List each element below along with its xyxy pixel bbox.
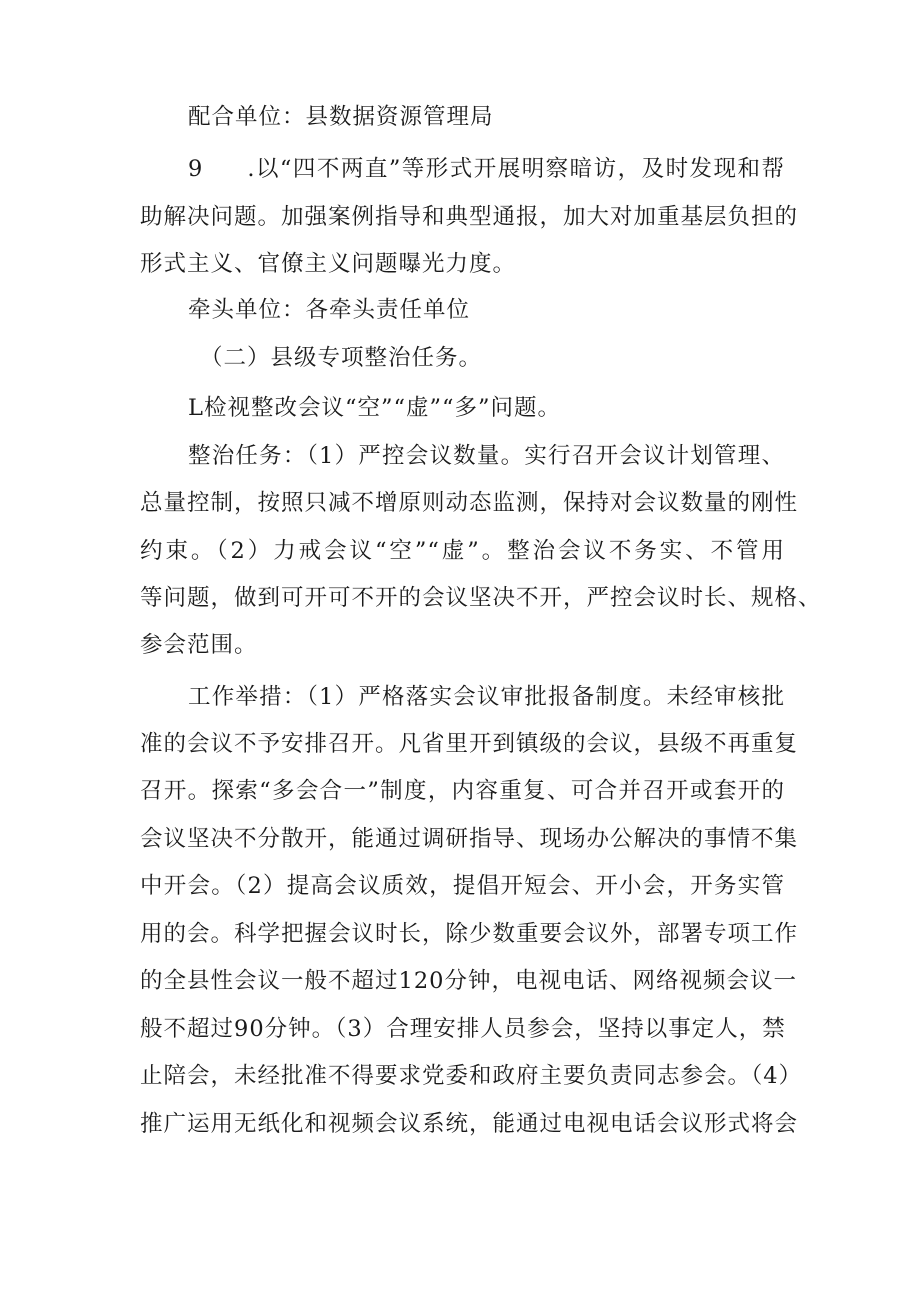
paragraph-line <box>188 153 785 185</box>
paragraph-line: 中开会。（2）提高会议质效，提倡开短会、开小会，开务实管 <box>140 873 785 899</box>
item-number: 9 <box>188 156 204 182</box>
paragraph-line: 般不超过90分钟。（3）合理安排人员参会，坚持以事定人，禁 <box>140 1016 786 1042</box>
paragraph-line: 助解决问题。加强案例指导和典型通报，加大对加重基层负担的 <box>140 204 799 230</box>
paragraph-line: 整治任务：（1）严控会议数量。实行召开会议计划管理、 <box>188 443 785 469</box>
paragraph-line: 参会范围。 <box>140 632 258 658</box>
item-text: .以“四不两直”等形式开展明察暗访，及时发现和帮 <box>247 156 785 182</box>
paragraph-line: 配合单位：县数据资源管理局 <box>188 104 494 130</box>
paragraph-line: 形式主义、官僚主义问题曝光力度。 <box>140 251 517 277</box>
paragraph-line: L检视整改会议“空”“虚”“多”问题。 <box>188 395 561 421</box>
paragraph-line: 总量控制，按照只减不增原则动态监测，保持对会议数量的刚性 <box>140 490 799 516</box>
paragraph-line: 的全县性会议一般不超过120分钟，电视电话、网络视频会议一 <box>140 968 797 994</box>
paragraph-line: 召开。探索“多会合一”制度，内容重复、可合并召开或套开的 <box>140 778 785 804</box>
paragraph-line: 会议坚决不分散开，能通过调研指导、现场办公解决的事情不集 <box>140 826 799 852</box>
paragraph-line: 等问题，做到可开可不开的会议坚决不开，严控会议时长、规格、 <box>140 585 822 611</box>
paragraph-line: 止陪会，未经批准不得要求党委和政府主要负责同志参会。（4） <box>140 1063 803 1089</box>
paragraph-line: 约束。（2）力戒会议“空”“虚”。整治会议不务实、不管用 <box>140 538 785 564</box>
paragraph-line: 推广运用无纸化和视频会议系统，能通过电视电话会议形式将会 <box>140 1111 799 1137</box>
paragraph-line: 牵头单位：各牵头责任单位 <box>188 297 471 323</box>
paragraph-line: 用的会。科学把握会议时长，除少数重要会议外，部署专项工作 <box>140 921 799 947</box>
paragraph-line: 准的会议不予安排召开。凡省里开到镇级的会议，县级不再重复 <box>140 731 799 757</box>
paragraph-line: 工作举措：（1）严格落实会议审批报备制度。未经审核批 <box>188 684 785 710</box>
section-heading: （二）县级专项整治任务。 <box>200 345 483 371</box>
